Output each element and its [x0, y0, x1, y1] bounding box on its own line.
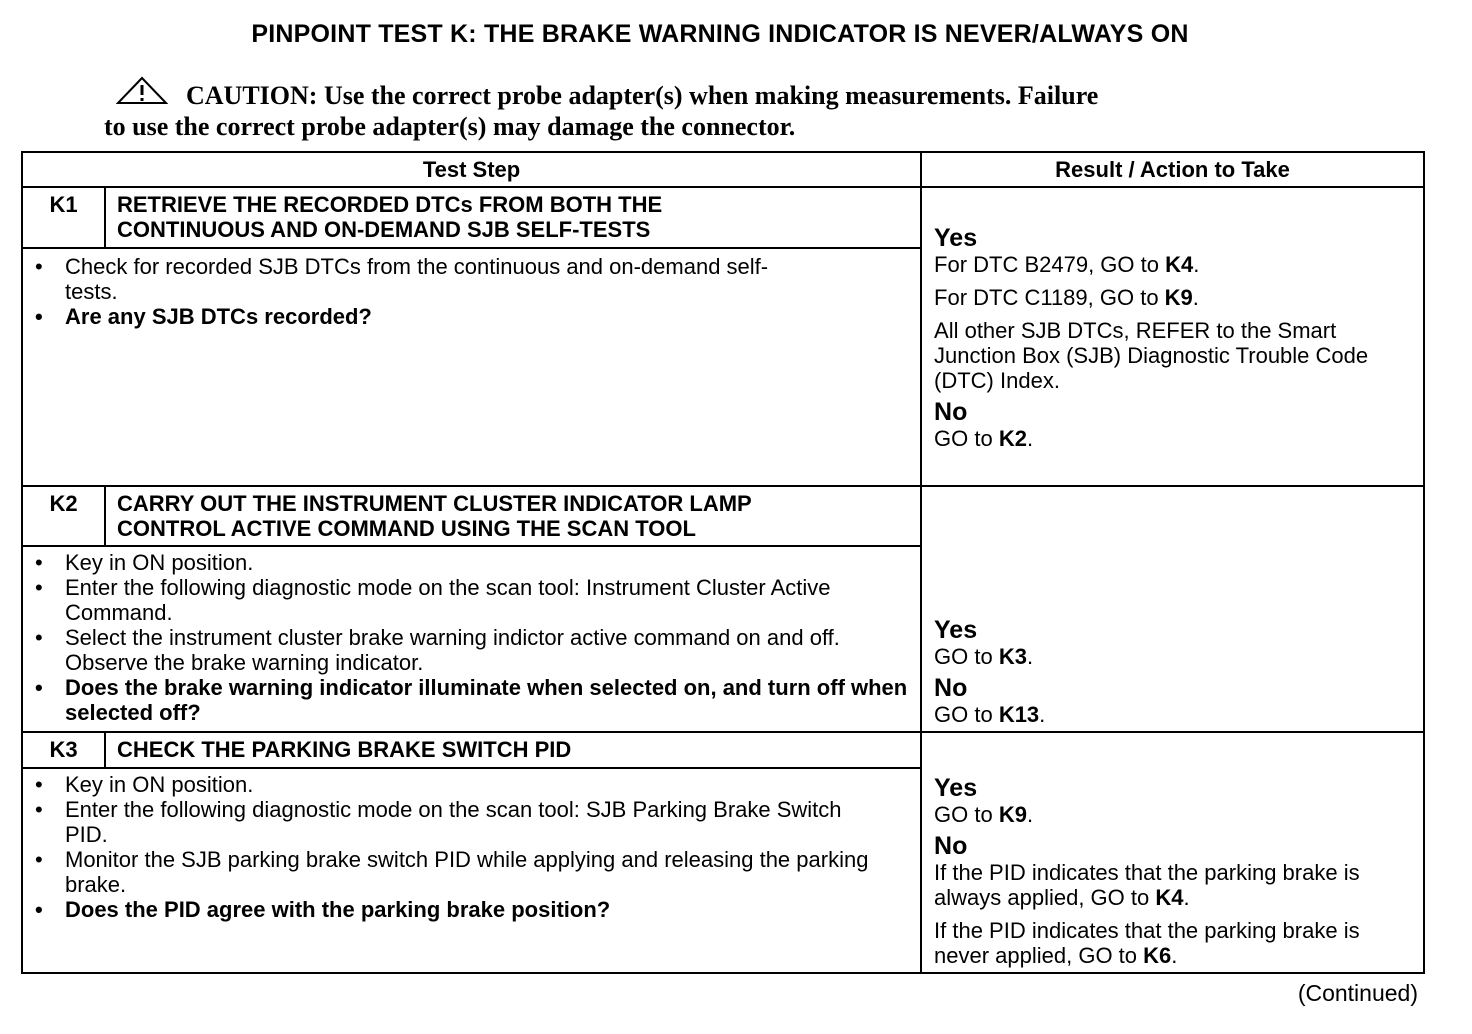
- caution-line-2: to use the correct probe adapter(s) may damage the connector.: [104, 112, 796, 141]
- yes-label: Yes: [934, 616, 978, 644]
- pinpoint-test-table: [21, 151, 1425, 974]
- result-line: For DTC C1189, GO to K9.: [934, 284, 1199, 310]
- no-label: No: [934, 397, 968, 426]
- link-k13[interactable]: K13: [998, 702, 1040, 727]
- yes-label: Yes: [934, 774, 978, 802]
- step-k1-heading-row: [22, 187, 1424, 248]
- link-k2[interactable]: K2: [998, 425, 1027, 451]
- step-k2-heading-row: [22, 486, 1424, 546]
- step-k3-heading-row: [22, 732, 1424, 768]
- step-heading: CHECK THE PARKING BRAKE SWITCH PID: [105, 732, 921, 768]
- no-label: No: [934, 674, 968, 702]
- list-item: • Monitor the SJB parking brake switch PID while applying and releasing the parking brake.: [55, 847, 910, 897]
- list-item: • Enter the following diagnostic mode on the scan tool: SJB Parking Brake Switch PID.: [55, 797, 910, 847]
- list-item: • Check for recorded SJB DTCs from the continuous and on-demand self-tests.: [55, 254, 910, 304]
- link-k6[interactable]: K6: [1143, 943, 1172, 968]
- list-item: • Does the PID agree with the parking brake position?: [55, 897, 910, 922]
- yes-label: Yes: [934, 223, 978, 252]
- step-k3-result: [921, 732, 1424, 973]
- step-id: K1: [22, 187, 105, 248]
- step-id: K2: [22, 486, 105, 546]
- step-k1-result: [921, 187, 1424, 486]
- bullet-list: [33, 254, 910, 329]
- header-result-action: Result / Action to Take: [921, 152, 1424, 187]
- step-heading: CARRY OUT THE INSTRUMENT CLUSTER INDICATOR LAMP CONTROL ACTIVE COMMAND USING THE SCAN TOOL: [105, 486, 921, 546]
- result-line: GO to K13.: [934, 702, 1046, 727]
- page-title: PINPOINT TEST K: THE BRAKE WARNING INDICATOR IS NEVER/ALWAYS ON: [251, 20, 1189, 48]
- result-line: GO to K2.: [934, 425, 1034, 451]
- step-body: [22, 248, 921, 486]
- step-body: [22, 546, 921, 732]
- list-item: • Enter the following diagnostic mode on the scan tool: Instrument Cluster Active Command.: [55, 575, 910, 625]
- list-item: • Select the instrument cluster brake warning indictor active command on and off. Observe the brake warning indicator.: [55, 625, 910, 675]
- result-line: GO to K9.: [934, 802, 1034, 827]
- step-id: K3: [22, 732, 105, 768]
- link-k9[interactable]: K9: [1164, 284, 1193, 310]
- list-item: • Are any SJB DTCs recorded?: [55, 304, 910, 329]
- result-line: If the PID indicates that the parking brake is never applied, GO to K6.: [934, 918, 1360, 968]
- link-k4[interactable]: K4: [1165, 251, 1194, 277]
- bullet-list: [33, 550, 910, 725]
- step-heading: RETRIEVE THE RECORDED DTCs FROM BOTH THE CONTINUOUS AND ON-DEMAND SJB SELF-TESTS: [105, 187, 921, 248]
- list-item: • Does the brake warning indicator illuminate when selected on, and turn off when selected off?: [55, 675, 910, 725]
- list-item: • Key in ON position.: [55, 550, 910, 575]
- caution-note: [104, 80, 1334, 142]
- step-body: [22, 768, 921, 973]
- result-line: GO to K3.: [934, 644, 1034, 669]
- caution-line-1: CAUTION: Use the correct probe adapter(s) when making measurements. Failure: [186, 81, 1099, 110]
- table-header-row: [22, 152, 1424, 187]
- step-k2-result: [921, 486, 1424, 732]
- link-k3[interactable]: K3: [998, 644, 1027, 669]
- bullet-list: [33, 772, 910, 922]
- list-item: • Key in ON position.: [55, 772, 910, 797]
- header-test-step: Test Step: [22, 152, 921, 187]
- result-line: If the PID indicates that the parking brake is always applied, GO to K4.: [934, 860, 1360, 910]
- warning-triangle-icon: [116, 76, 168, 106]
- link-k9[interactable]: K9: [998, 802, 1027, 827]
- result-line: For DTC B2479, GO to K4.: [934, 251, 1200, 277]
- result-line: All other SJB DTCs, REFER to the Smart Junction Box (SJB) Diagnostic Trouble Code (DTC) Index.: [934, 317, 1369, 393]
- no-label: No: [934, 832, 968, 860]
- continued-note: (Continued): [1297, 980, 1418, 1006]
- link-k4[interactable]: K4: [1155, 885, 1184, 910]
